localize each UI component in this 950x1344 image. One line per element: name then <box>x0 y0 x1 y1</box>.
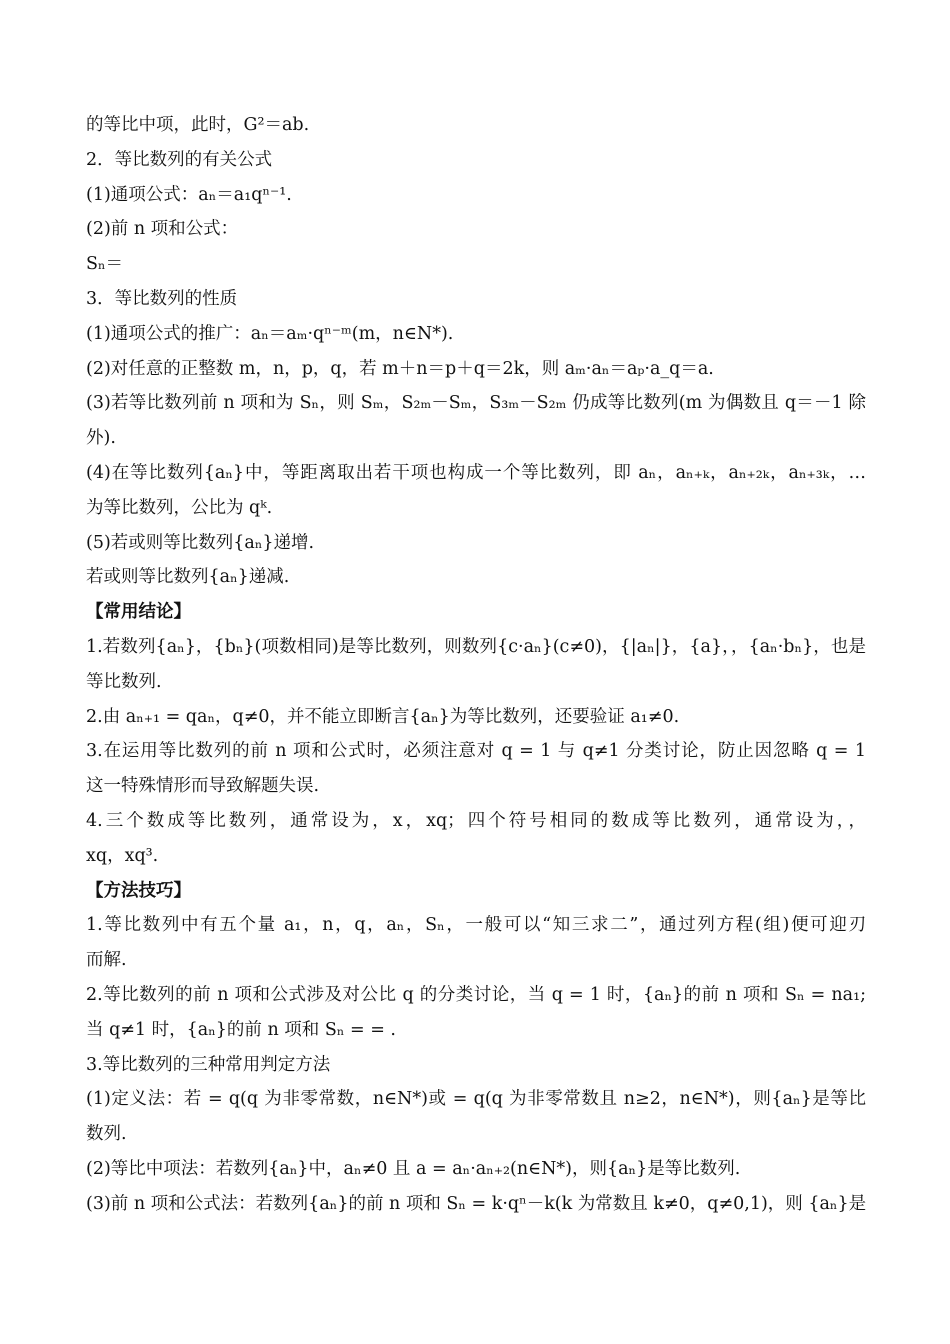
heading-method-tips: 【方法技巧】 <box>86 880 191 901</box>
text-line: (4)在等比数列{aₙ}中，等距离取出若干项也构成一个等比数列，即 aₙ，aₙ₊ₖ，aₙ₊₂ₖ，aₙ₊₃ₖ，… <box>86 462 866 483</box>
text-line: (3)若等比数列前 n 项和为 Sₙ，则 Sₘ，S₂ₘ－Sₘ，S₃ₘ－S₂ₘ 仍成等比数列(m 为偶数且 q＝－1 除 <box>86 393 866 414</box>
text-line: (2)对任意的正整数 m，n，p，q，若 m＋n＝p＋q＝2k，则 aₘ·aₙ＝aₚ·a_q＝a. <box>86 358 714 379</box>
text-line: (2)等比中项法：若数列{aₙ}中，aₙ≠0 且 a = aₙ·aₙ₊₂(n∈N*)，则{aₙ}是等比数列. <box>86 1158 741 1179</box>
text-line: (1)通项公式：aₙ＝a₁qⁿ⁻¹. <box>86 184 292 205</box>
text-line: 1.等比数列中有五个量 a₁，n，q，aₙ，Sₙ，一般可以“知三求二”，通过列方程(组)便可迎刃 <box>86 915 866 936</box>
text-line: 这一特殊情形而导致解题失误. <box>86 776 320 797</box>
section-title: 2．等比数列的有关公式 <box>86 149 273 170</box>
text-line: (1)定义法：若 = q(q 为非零常数，n∈N*)或 = q(q 为非零常数且 n≥2，n∈N*)，则{aₙ}是等比 <box>86 1089 866 1110</box>
heading-common-conclusions: 【常用结论】 <box>86 602 191 623</box>
text-line: 1.若数列{aₙ}，{bₙ}(项数相同)是等比数列，则数列{c·aₙ}(c≠0)，{|aₙ|}，{a}，，{aₙ·bₙ}，也是 <box>86 636 866 657</box>
text-line: xq，xq³. <box>86 845 159 866</box>
text-line: 为等比数列，公比为 qᵏ. <box>86 497 273 518</box>
text-line: 3.在运用等比数列的前 n 项和公式时，必须注意对 q = 1 与 q≠1 分类讨论，防止因忽略 q = 1 <box>86 741 866 762</box>
text-line: (3)前 n 项和公式法：若数列{aₙ}的前 n 项和 Sₙ = k·qⁿ－k(k 为常数且 k≠0，q≠0,1)，则 {aₙ}是 <box>86 1193 866 1214</box>
text-line: Sₙ＝ <box>86 254 124 275</box>
text-line: 而解. <box>86 950 127 971</box>
text-line: 外). <box>86 428 116 449</box>
text-line: 当 q≠1 时，{aₙ}的前 n 项和 Sₙ = = . <box>86 1019 396 1040</box>
text-line: (2)前 n 项和公式： <box>86 219 239 240</box>
section-title: 3．等比数列的性质 <box>86 288 238 309</box>
text-line: 等比数列. <box>86 671 162 692</box>
document-page <box>86 108 866 1222</box>
text-line: 2.等比数列的前 n 项和公式涉及对公比 q 的分类讨论，当 q = 1 时，{aₙ}的前 n 项和 Sₙ = na₁; <box>86 984 866 1005</box>
text-line: 4.三个数成等比数列，通常设为，x，xq；四个符号相同的数成等比数列，通常设为，， <box>86 810 866 831</box>
text-line: 2.由 aₙ₊₁ = qaₙ，q≠0，并不能立即断言{aₙ}为等比数列，还要验证 a₁≠0. <box>86 706 680 727</box>
text-line: 数列. <box>86 1124 127 1145</box>
text-line: 若或则等比数列{aₙ}递减. <box>86 567 290 588</box>
text-line: 的等比中项，此时，G²＝ab. <box>86 115 310 135</box>
text-line: 3.等比数列的三种常用判定方法 <box>86 1054 331 1075</box>
text-line: (1)通项公式的推广：aₙ＝aₘ·qⁿ⁻ᵐ(m，n∈N*). <box>86 323 454 344</box>
text-line: (5)若或则等比数列{aₙ}递增. <box>86 532 315 553</box>
